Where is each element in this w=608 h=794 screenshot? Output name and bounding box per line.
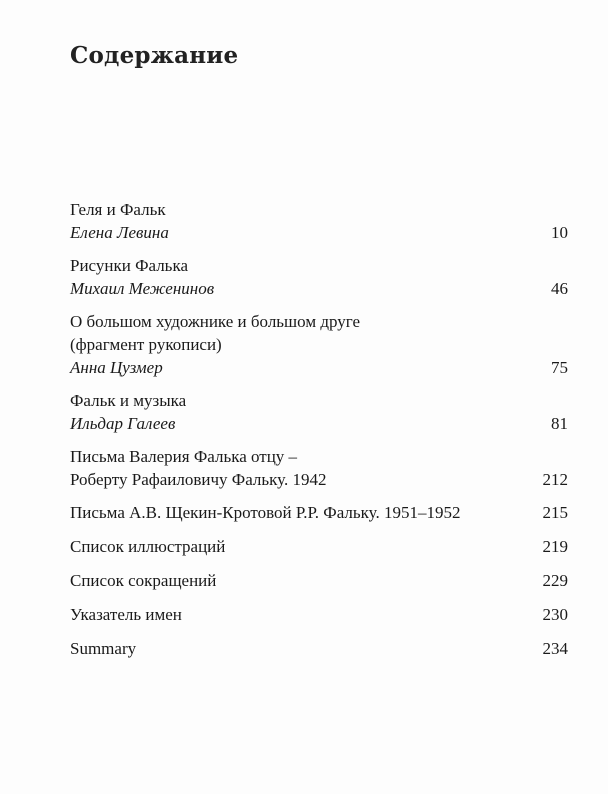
entry-title: Письма Валерия Фалька отцу – <box>70 447 298 466</box>
toc-entry <box>70 254 568 300</box>
entry-page-number: 219 <box>542 537 568 556</box>
entry-page-number: 212 <box>542 470 568 489</box>
entry-page-number: 75 <box>551 358 568 377</box>
entry-page-number: 230 <box>542 605 568 624</box>
entry-title: Фальк и музыка <box>70 391 187 410</box>
entry-page-number: 229 <box>542 571 568 590</box>
toc-entry <box>70 445 568 491</box>
toc-entry <box>70 389 568 435</box>
toc-entry <box>70 569 568 592</box>
entry-title: Рисунки Фалька <box>70 256 188 275</box>
entry-author: Ильдар Галеев <box>70 414 176 433</box>
entry-title: Summary <box>70 639 137 658</box>
entry-title: Письма А.В. Щекин-Кротовой Р.Р. Фальку. 1951–1952 <box>70 503 461 522</box>
toc-entry <box>70 637 568 660</box>
toc-entry <box>70 501 568 524</box>
entry-author: Елена Левина <box>70 223 169 242</box>
entry-page-number: 234 <box>542 639 568 658</box>
entry-title: Геля и Фальк <box>70 200 166 219</box>
page-title: Содержание <box>70 42 239 69</box>
entry-title: Список сокращений <box>70 571 217 590</box>
entry-author: Анна Цузмер <box>70 358 163 377</box>
entry-title-continued: (фрагмент рукописи) <box>70 335 222 354</box>
entry-title: Список иллюстраций <box>70 537 226 556</box>
entry-page-number: 46 <box>551 279 568 298</box>
toc-entry <box>70 603 568 626</box>
toc-entry <box>70 535 568 558</box>
table-of-contents <box>70 198 568 671</box>
entry-title-continued: Роберту Рафаиловичу Фальку. 1942 <box>70 470 327 489</box>
entry-page-number: 81 <box>551 414 568 433</box>
entry-title: Указатель имен <box>70 605 182 624</box>
entry-page-number: 215 <box>542 503 568 522</box>
entry-author: Михаил Меженинов <box>70 279 215 298</box>
toc-entry <box>70 310 568 379</box>
toc-entry <box>70 198 568 244</box>
entry-title: О большом художнике и большом друге <box>70 312 361 331</box>
entry-page-number: 10 <box>551 223 568 242</box>
